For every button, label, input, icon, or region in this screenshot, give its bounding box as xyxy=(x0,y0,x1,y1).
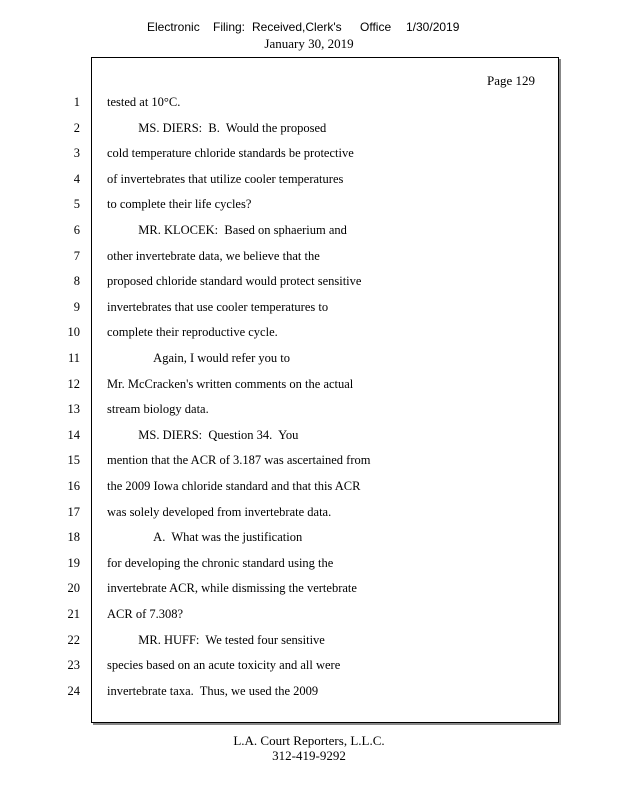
line-number: 7 xyxy=(73,249,80,263)
line-number: 11 xyxy=(67,351,80,365)
transcript-line: MR. KLOCEK: Based on sphaerium and xyxy=(107,223,347,237)
transcript-line: other invertebrate data, we believe that the xyxy=(107,249,320,263)
page-number: Page 129 xyxy=(487,73,536,88)
transcript-line: Again, I would refer you to xyxy=(107,351,290,365)
footer-phone: 312-419-9292 xyxy=(272,748,346,763)
line-number: 14 xyxy=(67,428,80,442)
line-number: 12 xyxy=(67,377,80,391)
transcript-line: was solely developed from invertebrate data. xyxy=(107,505,332,519)
stamp-date: 1/30/2019 xyxy=(406,20,460,34)
transcript-line: invertebrates that use cooler temperatures to xyxy=(107,300,329,314)
line-number: 2 xyxy=(73,121,80,135)
line-number: 22 xyxy=(67,633,80,647)
filing-date-line: January 30, 2019 xyxy=(264,36,354,51)
line-number: 5 xyxy=(73,197,80,211)
line-number: 15 xyxy=(67,453,80,467)
transcript-line: tested at 10°C. xyxy=(107,95,181,109)
line-number: 9 xyxy=(73,300,80,314)
transcript-line: for developing the chronic standard using the xyxy=(107,556,334,570)
line-number: 4 xyxy=(73,172,80,186)
transcript-line: ACR of 7.308? xyxy=(107,607,184,621)
transcript-line: MS. DIERS: B. Would the proposed xyxy=(107,121,327,135)
transcript-line: complete their reproductive cycle. xyxy=(107,325,278,339)
transcript-line: invertebrate taxa. Thus, we used the 2009 xyxy=(107,684,319,698)
transcript-line: MR. HUFF: We tested four sensitive xyxy=(107,633,325,647)
transcript-line: Mr. McCracken's written comments on the actual xyxy=(107,377,354,391)
stamp-electronic: Electronic xyxy=(147,20,200,34)
line-number: 20 xyxy=(67,581,80,595)
stamp-filing: Filing: xyxy=(213,20,246,34)
line-number: 19 xyxy=(67,556,80,570)
line-number: 16 xyxy=(67,479,80,493)
line-number: 13 xyxy=(67,402,80,416)
line-number: 23 xyxy=(67,658,80,672)
transcript-line: cold temperature chloride standards be protective xyxy=(107,146,354,160)
line-number: 18 xyxy=(67,530,80,544)
line-number: 10 xyxy=(67,325,80,339)
line-number: 6 xyxy=(73,223,80,237)
filing-stamp xyxy=(0,20,618,36)
transcript-line: MS. DIERS: Question 34. You xyxy=(107,428,299,442)
stamp-office: Office xyxy=(360,20,392,34)
footer-company: L.A. Court Reporters, L.L.C. xyxy=(233,733,385,748)
transcript-line: proposed chloride standard would protect sensitive xyxy=(107,274,362,288)
transcript-line: stream biology data. xyxy=(107,402,209,416)
transcript-line: invertebrate ACR, while dismissing the vertebrate xyxy=(107,581,357,595)
line-number: 1 xyxy=(73,95,80,109)
stamp-received: Received,Clerk's xyxy=(252,20,342,34)
line-number: 3 xyxy=(73,146,80,160)
transcript-line: of invertebrates that utilize cooler temperatures xyxy=(107,172,344,186)
line-number: 17 xyxy=(67,505,80,519)
transcript-line: the 2009 Iowa chloride standard and that this ACR xyxy=(107,479,361,493)
line-number: 24 xyxy=(67,684,80,698)
transcript-line: mention that the ACR of 3.187 was ascertained from xyxy=(107,453,371,467)
transcript-line: A. What was the justification xyxy=(107,530,303,544)
line-number: 21 xyxy=(67,607,80,621)
transcript-line: to complete their life cycles? xyxy=(107,197,252,211)
line-number: 8 xyxy=(73,274,80,288)
transcript-line: species based on an acute toxicity and all were xyxy=(107,658,341,672)
